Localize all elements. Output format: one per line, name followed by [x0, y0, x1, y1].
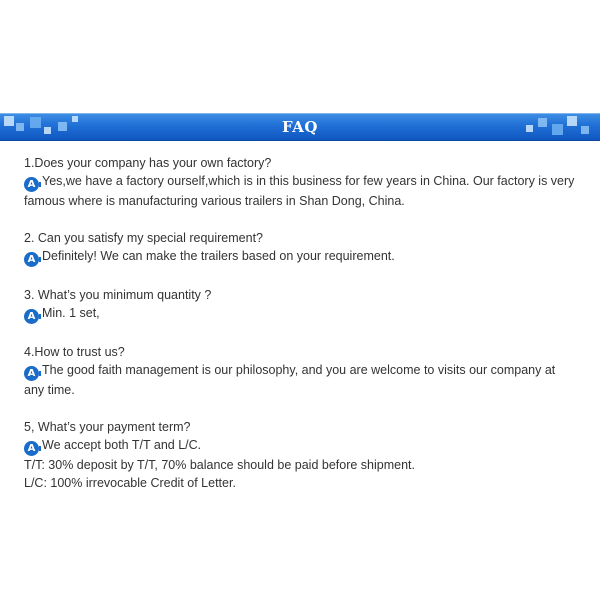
faq-item	[24, 343, 576, 399]
faq-item	[24, 286, 576, 324]
faq-question: 3. What’s you minimum quantity ?	[24, 288, 212, 302]
faq-answer	[24, 361, 576, 399]
faq-title: FAQ	[282, 118, 318, 136]
faq-item	[24, 229, 576, 267]
faq-answer	[24, 304, 576, 324]
answer-badge-icon: A	[24, 252, 39, 267]
faq-question: 1.Does your company has your own factory?	[24, 156, 272, 170]
faq-item	[24, 418, 576, 492]
faq-answer-text: We accept both T/T and L/C.	[42, 438, 202, 452]
faq-question: 4.How to trust us?	[24, 345, 125, 359]
faq-item	[24, 154, 576, 210]
faq-answer-text: Definitely! We can make the trailers based on your requirement.	[42, 249, 395, 263]
faq-answer	[24, 436, 576, 456]
answer-badge-icon: A	[24, 366, 39, 381]
faq-question: 2. Can you satisfy my special requirement?	[24, 231, 263, 245]
faq-banner	[0, 113, 600, 141]
faq-answer	[24, 172, 576, 210]
answer-badge-icon: A	[24, 441, 39, 456]
answer-badge-icon: A	[24, 177, 39, 192]
faq-answer-text: Yes,we have a factory ourself,which is in this business for few years in China. Our factory is very famous where is manufacturing various trailers in Shan Dong, China.	[24, 174, 575, 208]
faq-answer-text: The good faith management is our philosophy, and you are welcome to visits our company at any time.	[24, 363, 556, 397]
payment-term-tt: T/T: 30% deposit by T/T, 70% balance should be paid before shipment.	[24, 458, 415, 472]
payment-term-lc: L/C: 100% irrevocable Credit of Letter.	[24, 476, 236, 490]
faq-answer-text: Min. 1 set,	[42, 306, 100, 320]
faq-question: 5, What’s your payment term?	[24, 420, 191, 434]
faq-answer	[24, 247, 576, 267]
faq-list	[24, 154, 576, 511]
answer-badge-icon: A	[24, 309, 39, 324]
